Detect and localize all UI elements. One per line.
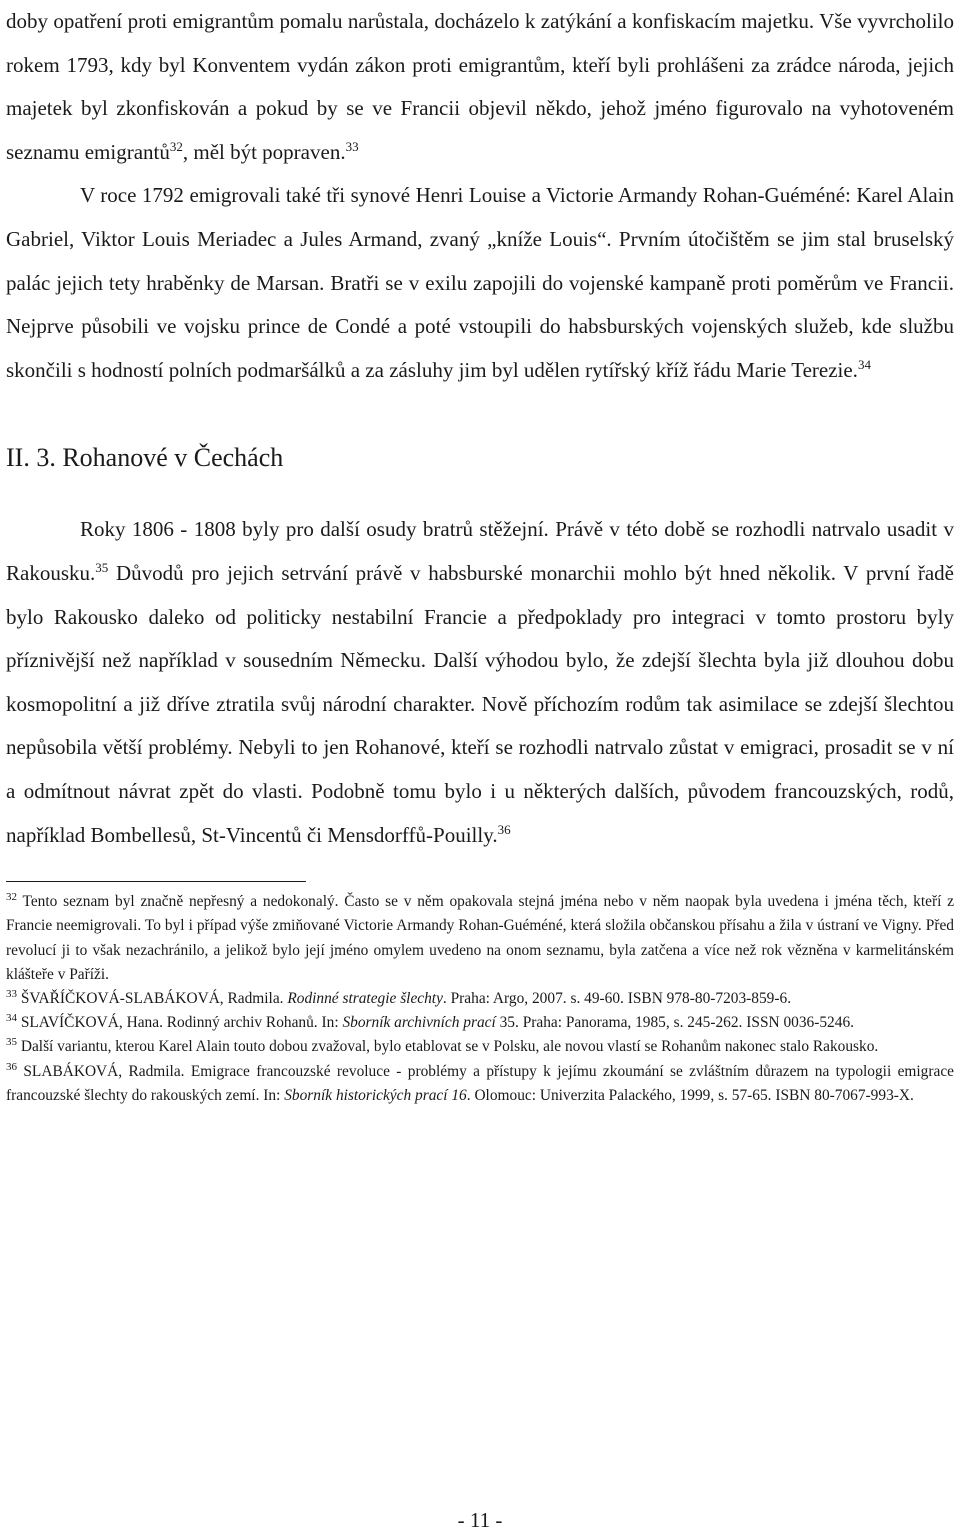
document-page: [6, 0, 954, 1108]
footnote-33: [6, 987, 954, 1011]
paragraph-text: Roky 1806 - 1808 byly pro další osudy bratrů stěžejní. Právě v této době se rozhodli natrvalo usadit v Rakousku.: [6, 517, 954, 585]
footnote-number: 34: [6, 1011, 17, 1024]
footnote-ref-36[interactable]: 36: [497, 821, 511, 837]
footnote-number: 36: [6, 1060, 17, 1073]
footnote-title: Sborník archivních prací: [342, 1014, 496, 1032]
footnote-ref-32[interactable]: 32: [169, 138, 183, 154]
paragraph-text: Důvodů pro jejich setrvání právě v habsburské monarchii mohlo být hned několik. V první řadě bylo Rakousko daleko od politicky nestabilní Francie a předpoklady pro integraci v tomto prostoru byly příznivější než například v sousedním Německu. Další výhodou bylo, že zdejší šlechta byla již dlouhou dobu kosmopolitní a již dříve ztratila svůj národní charakter. Nově příchozím rodům tak asimilace se zdejší šlechtou nepůsobila větší problémy. Nebyli to jen Rohanové, kteří se rozhodli natrvalo zůstat v emigraci, prosadit se v ní a odmítnout návrat zpět do vlasti. Podobně tomu bylo i u některých dalších, původem francouzských, rodů, například Bombellesů, St-Vincentů či Mensdorffů-Pouilly.: [6, 560, 954, 847]
footnote-text: ŠVAŘÍČKOVÁ-SLABÁKOVÁ, Radmila.: [17, 989, 288, 1007]
footnote-text: Další variantu, kterou Karel Alain touto dobou zvažoval, bylo etablovat se v Polsku, ale novou vlastí se Rohanům nakonec stalo Rakousko.: [17, 1038, 879, 1056]
paragraph-text: , měl být popraven.: [182, 139, 346, 164]
paragraph-rohans-in-bohemia: [6, 508, 954, 857]
footnote-text: . Praha: Argo, 2007. s. 49-60. ISBN 978-80-7203-859-6.: [442, 989, 792, 1007]
footnote-35: [6, 1035, 954, 1059]
footnote-text: SLAVÍČKOVÁ, Hana. Rodinný archiv Rohanů. In:: [17, 1014, 343, 1032]
footnote-text: 35. Praha: Panorama, 1985, s. 245-262. ISSN 0036-5246.: [495, 1014, 854, 1032]
footnote-title: Rodinné strategie šlechty: [287, 989, 443, 1007]
paragraph-text: V roce 1792 emigrovali také tři synové Henri Louise a Victorie Armandy Rohan-Guéméné: Karel Alain Gabriel, Viktor Louis Meriadec a Jules Armand, zvaný „kníže Louis“. Prvním útočištěm se jim stal bruselský palác jejich tety hraběnky de Marsan. Bratři se v exilu zapojili do vojenské kampaně proti poměrům ve Francii. Nejprve působili ve vojsku prince de Condé a poté vstoupili do habsburských vojenských služeb, kde službu skončili s hodností polních podmaršálků a za zásluhy jim byl udělen rytířský kříž řádu Marie Terezie.: [6, 183, 954, 382]
page-number: - 11 -: [457, 1508, 503, 1532]
footnote-number: 35: [6, 1036, 17, 1049]
footnote-number: 33: [6, 987, 17, 1000]
footnote-text: SLABÁKOVÁ, Radmila. Emigrace francouzské revoluce - problémy a přístupy k jejímu zkoumání se zvláštním důrazem na typologii emigrace francouzské šlechty do rakouských zemí. In:: [6, 1062, 954, 1104]
footnote-number: 32: [6, 890, 17, 903]
footnote-36: [6, 1060, 954, 1108]
footnote-ref-35[interactable]: 35: [95, 559, 109, 575]
footnote-divider: [6, 881, 306, 882]
footnote-ref-34[interactable]: 34: [857, 356, 871, 372]
footnote-ref-33[interactable]: 33: [345, 138, 359, 154]
paragraph-text: doby opatření proti emigrantům pomalu narůstala, docházelo k zatýkání a konfiskacím majetku. Vše vyvrcholilo rokem 1793, kdy byl Konventem vydán zákon proti emigrantům, kteří byli prohlášeni za zrádce národa, jejich majetek byl zkonfiskován a pokud by se ve Francii objevil někdo, jehož jméno figurovalo na vyhotoveném seznamu emigrantů: [6, 9, 954, 164]
paragraph-rohan-brothers: [6, 174, 954, 392]
paragraph-emigrant-laws: [6, 0, 954, 174]
footnote-text: Tento seznam byl značně nepřesný a nedokonalý. Často se v něm opakovala stejná jména nebo v něm naopak byla uvedena i jména těch, kteří z Francie neemigrovali. To byl i případ výše zmiňované Victorie Armandy Rohan-Guéméné, která složila občanskou přísahu a žila v ústraní ve Vigny. Před revolucí ji to však nezachránilo, a jelikož bylo její jméno omylem uvedeno na onom seznamu, byla zatčena a více než rok vězněna v karmelitánském klášteře v Paříži.: [6, 893, 954, 983]
footnote-32: [6, 890, 954, 987]
footnote-title: Sborník historických prací 16: [284, 1086, 467, 1104]
footnote-text: . Olomouc: Univerzita Palackého, 1999, s. 57-65. ISBN 80-7067-993-X.: [466, 1086, 914, 1104]
section-heading: II. 3. Rohanové v Čechách: [6, 443, 284, 473]
footnote-34: [6, 1011, 954, 1035]
